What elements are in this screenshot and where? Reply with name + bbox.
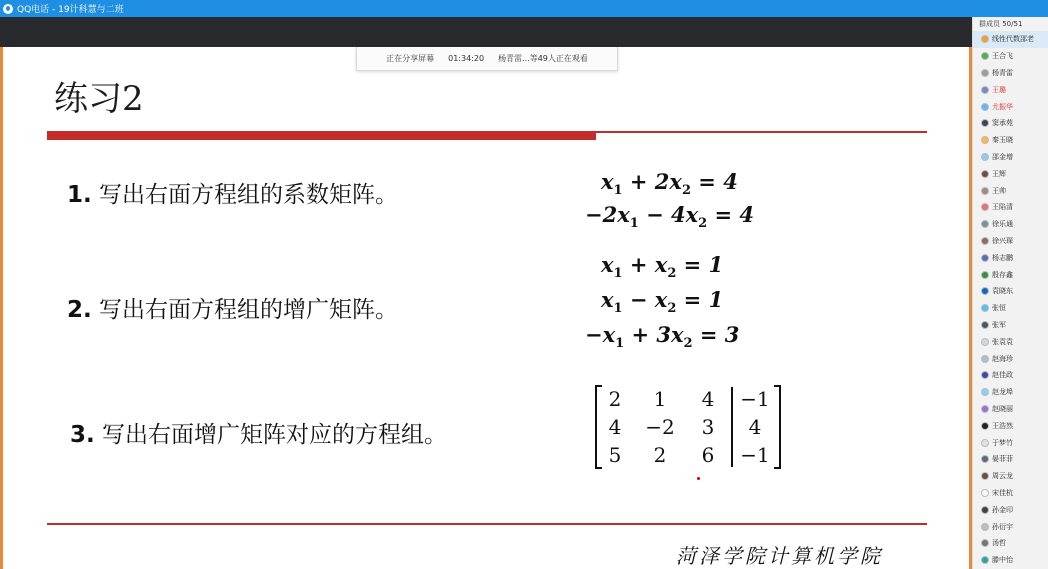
augmented-matrix	[595, 383, 781, 471]
member-name: 王帅	[992, 186, 1006, 195]
question-text: 写出右面增广矩阵对应的方程组。	[94, 422, 448, 448]
equation-1-1: $x_1 + 2x_2 = 4$	[601, 169, 738, 199]
member-name: 王璐	[992, 85, 1006, 94]
member-name: 殷存鑫	[992, 270, 1013, 279]
matrix-cell: −1	[740, 387, 770, 411]
member-row[interactable]	[973, 65, 1048, 82]
member-name: 邵金增	[992, 152, 1013, 161]
slide-left-edge	[0, 47, 3, 569]
member-name: 王浩然	[992, 421, 1013, 430]
member-count-header: 群成员 50/51	[979, 20, 1023, 28]
member-row[interactable]	[973, 31, 1048, 48]
matrix-cell: 6	[701, 443, 715, 467]
equation-1-2: $-2x_1 - 4x_2 = 4$	[585, 202, 755, 232]
window-titlebar	[0, 0, 1048, 17]
screen-share-status-bar[interactable]	[356, 47, 618, 71]
member-row[interactable]	[973, 199, 1048, 216]
member-row[interactable]	[973, 333, 1048, 350]
question-number: 3.	[70, 422, 95, 448]
avatar-icon	[981, 35, 989, 43]
call-toolbar	[0, 17, 972, 47]
title-rule-accent	[47, 131, 596, 140]
avatar-icon	[981, 388, 989, 396]
member-row[interactable]	[973, 182, 1048, 199]
question-text: 写出右面方程组的系数矩阵。	[91, 182, 399, 208]
member-name: 赵龙埠	[992, 388, 1013, 397]
member-name: 晏菲菲	[992, 455, 1013, 464]
avatar-icon	[981, 220, 989, 228]
avatar-icon	[981, 254, 989, 262]
member-name: 王陷清	[992, 203, 1013, 212]
member-name: 王合飞	[992, 52, 1013, 61]
avatar-icon	[981, 203, 989, 211]
question-number: 2.	[67, 297, 92, 323]
question-3	[70, 416, 447, 449]
member-row[interactable]	[973, 48, 1048, 65]
avatar-icon	[981, 271, 989, 279]
avatar-icon	[981, 489, 989, 497]
member-row[interactable]	[973, 468, 1048, 485]
equation-2-1: $x_1 + x_2 = 1$	[601, 252, 724, 282]
member-name: 徐乐通	[992, 220, 1013, 229]
member-row[interactable]	[973, 132, 1048, 149]
avatar-icon	[981, 136, 989, 144]
member-row[interactable]	[973, 81, 1048, 98]
slide-title: 练习2	[54, 79, 144, 119]
member-row[interactable]	[973, 283, 1048, 300]
member-name: 赵晓丽	[992, 404, 1013, 413]
avatar-icon	[981, 52, 989, 60]
window-title: QQ电话 - 19计科慧与二班	[17, 5, 124, 15]
member-row[interactable]	[973, 552, 1048, 569]
member-row[interactable]	[973, 518, 1048, 535]
member-name: 张恒	[992, 304, 1006, 313]
member-name: 周云龙	[992, 472, 1013, 481]
share-status: 正在分享屏幕	[386, 54, 435, 63]
matrix-cell: 1	[653, 387, 667, 411]
matrix-cell: −1	[740, 443, 770, 467]
member-name: 杨青雷	[992, 68, 1013, 77]
member-row[interactable]	[973, 434, 1048, 451]
shared-slide	[0, 47, 972, 569]
member-name: 线性代数邵老	[992, 35, 1034, 44]
question-number: 1.	[67, 182, 92, 208]
member-name: 徐兴琛	[992, 236, 1013, 245]
member-row[interactable]	[973, 98, 1048, 115]
avatar-icon	[981, 237, 989, 245]
question-2	[67, 291, 398, 324]
matrix-augment-divider	[731, 387, 733, 467]
matrix-cell: 3	[701, 415, 715, 439]
member-row[interactable]	[973, 485, 1048, 502]
qq-logo-icon	[3, 4, 13, 14]
member-name: 孙金印	[992, 505, 1013, 514]
member-name: 尤振华	[992, 102, 1013, 111]
member-name: 秦玉晓	[992, 136, 1013, 145]
member-name: 滕中怡	[992, 556, 1013, 565]
avatar-icon	[981, 321, 989, 329]
member-row[interactable]	[973, 165, 1048, 182]
member-name: 张袁袁	[992, 337, 1013, 346]
equation-2-2: $x_1 - x_2 = 1$	[601, 287, 724, 317]
viewer-count: 杨青雷...等49人正在观看	[498, 54, 588, 63]
member-row[interactable]	[973, 451, 1048, 468]
avatar-icon	[981, 506, 989, 514]
member-name: 袁晓东	[992, 287, 1013, 296]
member-name: 张军	[992, 320, 1006, 329]
avatar-icon	[981, 405, 989, 413]
member-name: 赵佳政	[992, 371, 1013, 380]
equation-2-3: $-x_1 + 3x_2 = 3$	[585, 322, 740, 352]
member-name: 汤哲	[992, 539, 1006, 548]
member-row[interactable]	[973, 417, 1048, 434]
avatar-icon	[981, 523, 989, 531]
avatar-icon	[981, 69, 989, 77]
share-timer: 01:34:20	[448, 54, 485, 63]
matrix-cell: 4	[608, 415, 622, 439]
member-name: 窦承苑	[992, 119, 1013, 128]
question-1	[67, 176, 398, 209]
avatar-icon	[981, 371, 989, 379]
member-row[interactable]	[973, 501, 1048, 518]
laser-pointer-dot	[697, 477, 700, 480]
avatar-icon	[981, 439, 989, 447]
member-row[interactable]	[973, 300, 1048, 317]
member-row[interactable]	[973, 249, 1048, 266]
avatar-icon	[981, 86, 989, 94]
avatar-icon	[981, 455, 989, 463]
member-row[interactable]	[973, 350, 1048, 367]
window-controls[interactable]	[908, 0, 1048, 17]
member-list	[973, 31, 1048, 569]
member-row[interactable]	[973, 115, 1048, 132]
member-row[interactable]	[973, 384, 1048, 401]
member-row[interactable]	[973, 367, 1048, 384]
avatar-icon	[981, 119, 989, 127]
matrix-cell: 5	[608, 443, 622, 467]
member-list-panel	[972, 17, 1048, 569]
matrix-cell: 2	[608, 387, 622, 411]
slide-footer: 菏泽学院计算机学院	[676, 544, 883, 568]
avatar-icon	[981, 422, 989, 430]
question-text: 写出右面方程组的增广矩阵。	[91, 297, 399, 323]
member-name: 杨志鹏	[992, 253, 1013, 262]
member-row[interactable]	[973, 149, 1048, 166]
matrix-cell: 4	[701, 387, 715, 411]
member-name: 孙衍宇	[992, 522, 1013, 531]
avatar-icon	[981, 287, 989, 295]
member-row[interactable]	[973, 266, 1048, 283]
avatar-icon	[981, 187, 989, 195]
avatar-icon	[981, 355, 989, 363]
matrix-cell: −2	[645, 415, 675, 439]
avatar-icon	[981, 556, 989, 564]
avatar-icon	[981, 153, 989, 161]
member-row[interactable]	[973, 317, 1048, 334]
member-row[interactable]	[973, 535, 1048, 552]
member-row[interactable]	[973, 216, 1048, 233]
matrix-right-bracket	[774, 385, 781, 469]
avatar-icon	[981, 472, 989, 480]
member-name: 赵海珍	[992, 354, 1013, 363]
matrix-cell: 4	[748, 415, 762, 439]
avatar-icon	[981, 338, 989, 346]
avatar-icon	[981, 539, 989, 547]
avatar-icon	[981, 103, 989, 111]
member-name: 于梦竹	[992, 438, 1013, 447]
member-row[interactable]	[973, 233, 1048, 250]
avatar-icon	[981, 304, 989, 312]
member-row[interactable]	[973, 401, 1048, 418]
member-name: 宋佳杭	[992, 488, 1013, 497]
member-name: 王辉	[992, 169, 1006, 178]
footer-rule	[47, 523, 927, 525]
avatar-icon	[981, 170, 989, 178]
matrix-cell: 2	[653, 443, 667, 467]
